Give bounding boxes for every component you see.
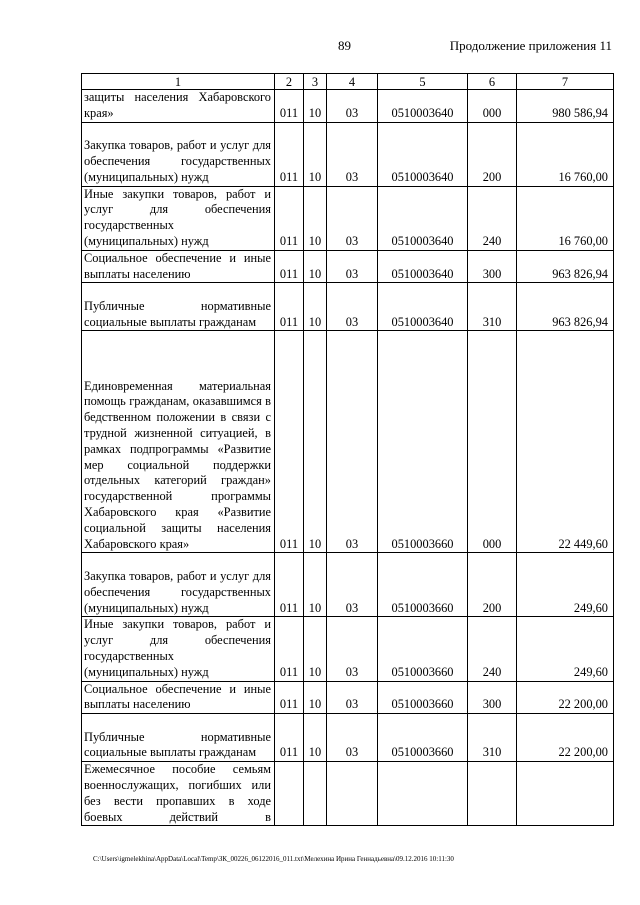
row-name: Иные закупки товаров, работ и услуг для обеспечения государственных (муниципальных) нужд bbox=[82, 617, 275, 681]
column-header: 4 bbox=[327, 74, 378, 90]
row-name: Публичные нормативные социальные выплаты гражданам bbox=[82, 283, 275, 331]
row-name: Социальное обеспечение и иные выплаты населению bbox=[82, 250, 275, 283]
column-header: 5 bbox=[378, 74, 468, 90]
row-name: Ежемесячное пособие семьям военнослужащих, погибших или без вести пропавших в ходе боевых действий в bbox=[82, 762, 275, 826]
row-amount: 249,60 bbox=[517, 617, 614, 681]
table-row bbox=[82, 90, 614, 123]
row-section bbox=[304, 762, 327, 826]
budget-table bbox=[81, 73, 614, 826]
column-header: 6 bbox=[468, 74, 517, 90]
appendix-note: Продолжение приложения 11 bbox=[449, 38, 612, 53]
row-target-article: 0510003660 bbox=[378, 331, 468, 553]
row-subsection: 03 bbox=[327, 122, 378, 186]
row-section: 10 bbox=[304, 90, 327, 123]
row-amount: 22 449,60 bbox=[517, 331, 614, 553]
table-row bbox=[82, 122, 614, 186]
row-target-article: 0510003640 bbox=[378, 250, 468, 283]
row-section: 10 bbox=[304, 617, 327, 681]
column-header: 1 bbox=[82, 74, 275, 90]
row-admin-code: 011 bbox=[275, 681, 304, 714]
table-row bbox=[82, 681, 614, 714]
row-section: 10 bbox=[304, 681, 327, 714]
row-name: Закупка товаров, работ и услуг для обеспечения государственных (муниципальных) нужд bbox=[82, 122, 275, 186]
row-amount: 22 200,00 bbox=[517, 681, 614, 714]
row-name: Единовременная материальная помощь гражданам, оказавшимся в бедственном положении в связи с трудной жизненной ситуацией, в рамках подпрограммы «Развитие мер социальной поддержки отдельных категорий граждан» государственной программы Хабаровского края «Развитие социальной защиты населения Хабаровского края» bbox=[82, 331, 275, 553]
row-expense-type: 200 bbox=[468, 122, 517, 186]
row-expense-type: 240 bbox=[468, 617, 517, 681]
row-subsection: 03 bbox=[327, 283, 378, 331]
row-amount: 16 760,00 bbox=[517, 186, 614, 250]
table-row bbox=[82, 331, 614, 553]
column-header: 7 bbox=[517, 74, 614, 90]
row-expense-type: 000 bbox=[468, 90, 517, 123]
page-number: 89 bbox=[338, 38, 351, 53]
row-name: защиты населения Хабаровского края» bbox=[82, 90, 275, 123]
row-name: Закупка товаров, работ и услуг для обеспечения государственных (муниципальных) нужд bbox=[82, 553, 275, 617]
table-row bbox=[82, 762, 614, 826]
row-admin-code: 011 bbox=[275, 250, 304, 283]
row-section: 10 bbox=[304, 331, 327, 553]
row-expense-type: 300 bbox=[468, 681, 517, 714]
row-target-article: 0510003660 bbox=[378, 681, 468, 714]
row-admin-code: 011 bbox=[275, 90, 304, 123]
row-subsection: 03 bbox=[327, 617, 378, 681]
row-section: 10 bbox=[304, 250, 327, 283]
row-amount: 22 200,00 bbox=[517, 714, 614, 762]
row-amount: 16 760,00 bbox=[517, 122, 614, 186]
row-expense-type bbox=[468, 762, 517, 826]
table-row bbox=[82, 553, 614, 617]
row-subsection: 03 bbox=[327, 90, 378, 123]
row-amount bbox=[517, 762, 614, 826]
row-target-article: 0510003660 bbox=[378, 553, 468, 617]
row-amount: 963 826,94 bbox=[517, 250, 614, 283]
table-row bbox=[82, 250, 614, 283]
row-expense-type: 000 bbox=[468, 331, 517, 553]
row-target-article: 0510003640 bbox=[378, 283, 468, 331]
row-target-article: 0510003640 bbox=[378, 122, 468, 186]
row-section: 10 bbox=[304, 553, 327, 617]
row-section: 10 bbox=[304, 283, 327, 331]
row-target-article: 0510003660 bbox=[378, 617, 468, 681]
row-admin-code: 011 bbox=[275, 331, 304, 553]
table-row bbox=[82, 617, 614, 681]
row-subsection: 03 bbox=[327, 714, 378, 762]
row-admin-code bbox=[275, 762, 304, 826]
row-subsection: 03 bbox=[327, 553, 378, 617]
row-expense-type: 240 bbox=[468, 186, 517, 250]
row-expense-type: 310 bbox=[468, 283, 517, 331]
row-section: 10 bbox=[304, 186, 327, 250]
row-expense-type: 310 bbox=[468, 714, 517, 762]
table-row bbox=[82, 714, 614, 762]
row-name: Публичные нормативные социальные выплаты гражданам bbox=[82, 714, 275, 762]
row-expense-type: 200 bbox=[468, 553, 517, 617]
row-admin-code: 011 bbox=[275, 122, 304, 186]
table-row bbox=[82, 186, 614, 250]
row-subsection bbox=[327, 762, 378, 826]
row-section: 10 bbox=[304, 714, 327, 762]
row-subsection: 03 bbox=[327, 250, 378, 283]
row-name: Социальное обеспечение и иные выплаты населению bbox=[82, 681, 275, 714]
row-admin-code: 011 bbox=[275, 553, 304, 617]
row-name: Иные закупки товаров, работ и услуг для обеспечения государственных (муниципальных) нужд bbox=[82, 186, 275, 250]
row-admin-code: 011 bbox=[275, 186, 304, 250]
row-section: 10 bbox=[304, 122, 327, 186]
row-admin-code: 011 bbox=[275, 714, 304, 762]
row-target-article: 0510003640 bbox=[378, 90, 468, 123]
row-subsection: 03 bbox=[327, 331, 378, 553]
column-header: 3 bbox=[304, 74, 327, 90]
row-target-article: 0510003640 bbox=[378, 186, 468, 250]
row-target-article bbox=[378, 762, 468, 826]
table-row bbox=[82, 283, 614, 331]
row-subsection: 03 bbox=[327, 681, 378, 714]
column-header: 2 bbox=[275, 74, 304, 90]
row-subsection: 03 bbox=[327, 186, 378, 250]
row-expense-type: 300 bbox=[468, 250, 517, 283]
row-admin-code: 011 bbox=[275, 617, 304, 681]
footer-file-path: C:\Users\igmelekhina\AppData\Local\Temp\ЗК_00226_06122016_011.txt\Мелехина Ирина Геннадьевна\09.12.2016 10:11:30 bbox=[93, 855, 454, 863]
row-amount: 963 826,94 bbox=[517, 283, 614, 331]
row-target-article: 0510003660 bbox=[378, 714, 468, 762]
row-amount: 249,60 bbox=[517, 553, 614, 617]
row-admin-code: 011 bbox=[275, 283, 304, 331]
table-header-row bbox=[82, 74, 614, 90]
row-amount: 980 586,94 bbox=[517, 90, 614, 123]
